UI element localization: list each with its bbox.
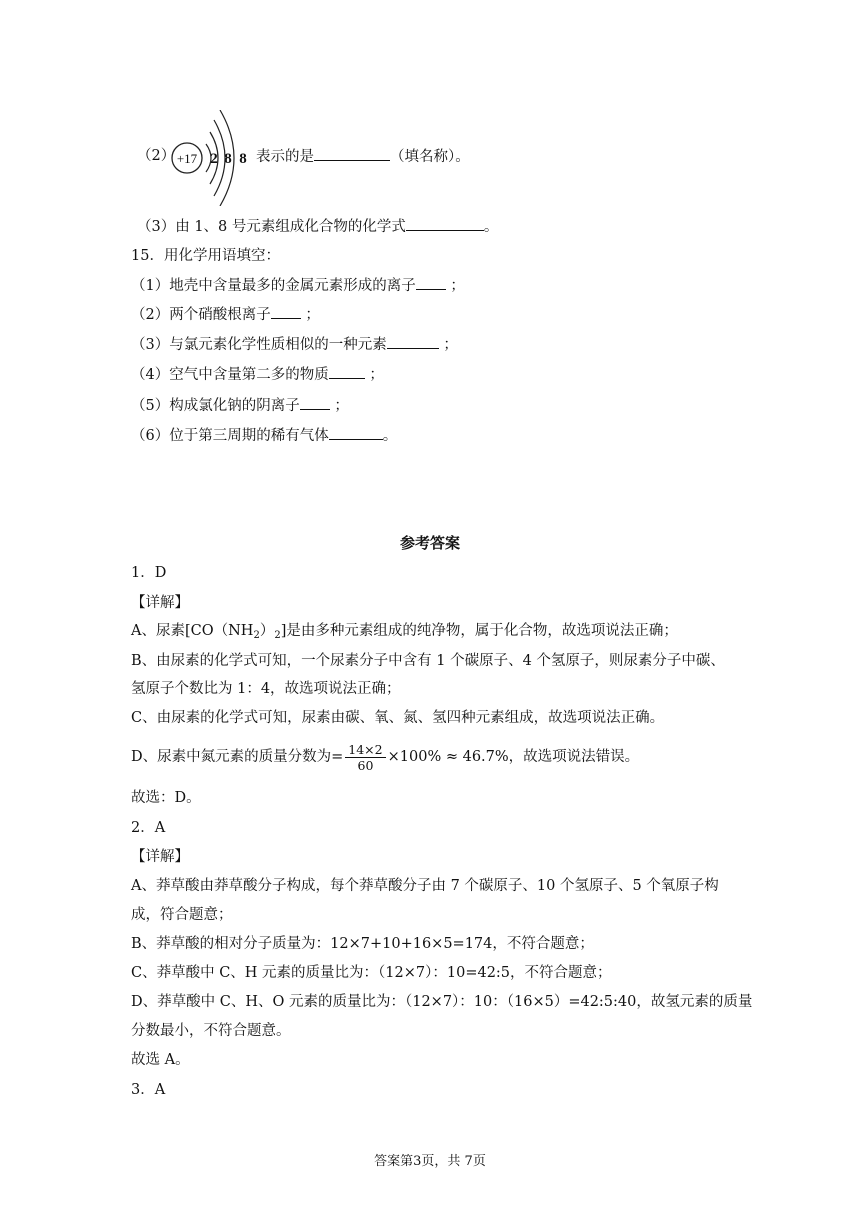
answer-1-option-a: A、尿素$[CO(NH_2)_2]$是由多种元素组成的纯净物，属于化合物，故选项说法正确； — [131, 623, 678, 641]
nucleus-charge: +17 — [176, 151, 198, 166]
q15-item: （2）两个硝酸根离子 ； — [131, 304, 320, 325]
q15-item: （6）位于第三周期的稀有气体 。 — [131, 425, 397, 446]
shell-1-electrons: 2 — [210, 151, 218, 167]
answer-1-choice: 故选：D。 — [131, 790, 201, 806]
answer-2-detail-label: 【详解】 — [131, 849, 189, 865]
answer-2-number: 2．A — [131, 820, 166, 836]
answer-2-option-b: B、莽草酸的相对分子质量为：12×7+10+16×5=174，不符合题意； — [131, 936, 594, 952]
answer-blank[interactable] — [314, 146, 390, 161]
answer-1-detail-label: 【详解】 — [131, 595, 189, 611]
shell-2-electrons: 8 — [224, 151, 232, 167]
q15-item: （3）与氯元素化学性质相似的一种元素 ； — [131, 334, 458, 355]
answer-1-number: 1．D — [131, 565, 167, 581]
answer-1-option-d: D、尿素中氮元素的质量分数为= $\frac{14\times 2}{60}$ ×100% ≈ 46.7%，故选项说法错误。 — [131, 741, 640, 773]
answer-2-option-a-cont: 成，符合题意； — [131, 907, 233, 923]
answer-blank[interactable] — [329, 425, 383, 440]
answer-2-option-a: A、莽草酸由莽草酸分子构成，每个莽草酸分子由 7 个碳原子、10 个氢原子、5 个氧原子构 — [131, 878, 719, 894]
answer-2-option-c: C、莽草酸中 C、H 元素的质量比为：（12×7）：10=42:5，不符合题意； — [131, 965, 612, 981]
answer-blank[interactable] — [271, 304, 301, 319]
answer-1-option-b: B、由尿素的化学式可知，一个尿素分子中含有 1 个碳原子、4 个氢原子，则尿素分子中碳、 — [131, 653, 725, 669]
answer-1-option-b-cont: 氢原子个数比为 1：4，故选项说法正确； — [131, 681, 401, 697]
q14-part2-prefix: （2） — [137, 148, 176, 164]
q14-part2-text: 表示的是 （填名称）。 — [256, 146, 470, 167]
page-footer: 答案第3页，共 7页 — [374, 1154, 486, 1169]
q15-item: （5）构成氯化钠的阴离子 ； — [131, 395, 349, 416]
answer-3-number: 3．A — [131, 1082, 166, 1098]
q14-part3: （3）由 1、8 号元素组成化合物的化学式 。 — [137, 216, 498, 237]
mass-fraction: $\frac{14\times 2}{60}$ — [345, 742, 385, 773]
answers-title: 参考答案 — [399, 534, 460, 552]
shell-3-electrons: 8 — [239, 151, 247, 167]
answer-blank[interactable] — [387, 334, 439, 349]
answer-2-option-d: D、莽草酸中 C、H、O 元素的质量比为：（12×7）：10：（16×5）=42:5:40，故氢元素的质量 — [131, 994, 753, 1010]
answer-blank[interactable] — [406, 216, 484, 231]
answer-1-option-c: C、由尿素的化学式可知，尿素由碳、氧、氮、氢四种元素组成，故选项说法正确。 — [131, 710, 665, 726]
answer-2-choice: 故选 A。 — [131, 1052, 190, 1068]
q15-item: （4）空气中含量第二多的物质 ； — [131, 364, 384, 385]
q15-title: 15．用化学用语填空： — [131, 248, 280, 264]
answer-blank[interactable] — [329, 364, 365, 379]
q15-item: （1）地壳中含量最多的金属元素形成的离子 ； — [131, 275, 465, 296]
answer-blank[interactable] — [416, 275, 446, 290]
answer-blank[interactable] — [300, 395, 330, 410]
answer-2-option-d-cont: 分数最小，不符合题意。 — [131, 1023, 291, 1039]
atom-structure-diagram — [170, 110, 250, 206]
